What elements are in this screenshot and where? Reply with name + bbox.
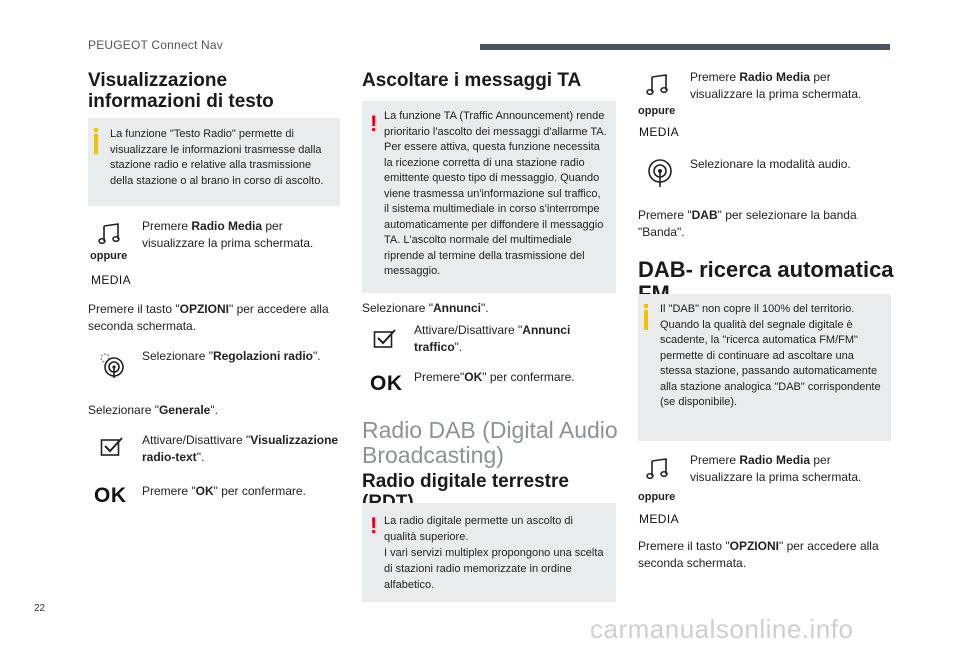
instruction-select-general: Selezionare "Generale". (88, 403, 218, 417)
or-label: oppure (90, 250, 128, 262)
section-heading-dab-fm: DAB- ricerca automatica (638, 257, 894, 282)
warning-icon: ! (370, 513, 378, 538)
radio-settings-icon (97, 350, 127, 385)
instruction-select-audio-mode: Selezionare la modalità audio. (690, 157, 851, 171)
subheading-rdt: Radio digitale terrestre (362, 471, 569, 492)
instruction-press-radio-media: Premere Radio Media per visualizzare la prima schermata. (690, 453, 862, 484)
warning-box-rdt (362, 503, 616, 602)
info-box-text: La funzione "Testo Radio" permette di visualizzare le informazioni trasmesse dalla stazione radio e relative alla trasmissione della stazione o al brano in corso di ascolto. (110, 128, 324, 187)
instruction-press-ok: Premere "OK" per confermare. (142, 484, 306, 498)
checkbox-toggle-icon (100, 437, 124, 462)
info-box (638, 294, 891, 441)
watermark: carmanualsonline.info (590, 614, 854, 644)
info-box-text: Il "DAB" non copre il 100% del territorio. Quando la qualità del segnale digitale è scadente, la "ricerca automatica FM/FM" permette di continuare ad ascoltare una stessa stazione, passando automaticamente alla stazione analogica "DAB" corrispondente (se disponibile). (660, 303, 881, 408)
ok-button-label: OK (370, 372, 403, 395)
media-button-label: MEDIA (639, 125, 680, 139)
music-note-icon (646, 458, 670, 485)
info-icon (94, 128, 98, 156)
ok-button-label: OK (94, 484, 127, 507)
instruction-select-radio-settings: Selezionare "Regolazioni radio". (142, 349, 321, 363)
instruction-press-radio-media: Premere Radio Media per visualizzare la prima schermata. (690, 70, 862, 101)
dab-section-title: Radio DAB (Digital Audio Broadcasting) (362, 417, 618, 468)
info-box (88, 118, 340, 206)
info-icon (644, 304, 648, 332)
warning-box-ta (362, 101, 616, 293)
instruction-press-dab: Premere "DAB" per selezionare la banda "Banda". (638, 208, 857, 239)
instruction-press-ok: Premere"OK" per confermare. (414, 370, 575, 384)
music-note-icon (98, 223, 122, 250)
or-label: oppure (638, 105, 676, 117)
instruction-press-options: Premere il tasto "OPZIONI" per accedere alla seconda schermata. (638, 539, 879, 570)
instruction-toggle-radio-text: Attivare/Disattivare "Visualizzazione radio-text". (142, 433, 339, 464)
warning-box-text: La radio digitale permette un ascolto di qualità superiore. I vari servizi multiplex propongono una scelta di stazioni radio memorizzate in ordine alfabetico. (384, 515, 604, 591)
running-header: PEUGEOT Connect Nav (88, 38, 223, 52)
or-label: oppure (638, 491, 676, 503)
instruction-toggle-traffic: Attivare/Disattivare "Annunci traffico". (414, 323, 571, 354)
checkbox-toggle-icon (373, 329, 397, 354)
instruction-select-announcements: Selezionare "Annunci". (362, 301, 489, 315)
section-heading-ta: Ascoltare i messaggi TA (362, 70, 582, 91)
section-heading-text-info: Visualizzazione informazioni di testo (88, 70, 274, 112)
warning-box-text: La funzione TA (Traffic Announcement) rende prioritario l'ascolto dei messaggi d'allarme TA. Per essere attiva, questa funzione necessita la ricezione corretta di una stazione radio emittente questo tipo di messaggio. Quando viene trasmessa un'informazione sul traffico, il sistema multimediale in corso s'interrompe automaticamente per diffondere il messaggio TA. L'ascolto normale del multimediale riprende al termine della trasmissione del messaggio. (384, 110, 607, 277)
media-button-label: MEDIA (639, 512, 680, 526)
instruction-press-radio-media: Premere Radio Media per visualizzare la prima schermata. (142, 219, 314, 250)
radio-source-icon (645, 157, 675, 194)
header-bar (480, 44, 890, 50)
media-button-label: MEDIA (91, 273, 132, 287)
warning-icon: ! (370, 111, 378, 136)
music-note-icon (646, 74, 670, 101)
page-number: 22 (34, 603, 46, 614)
instruction-press-options: Premere il tasto "OPZIONI" per accedere alla seconda schermata. (88, 302, 329, 333)
